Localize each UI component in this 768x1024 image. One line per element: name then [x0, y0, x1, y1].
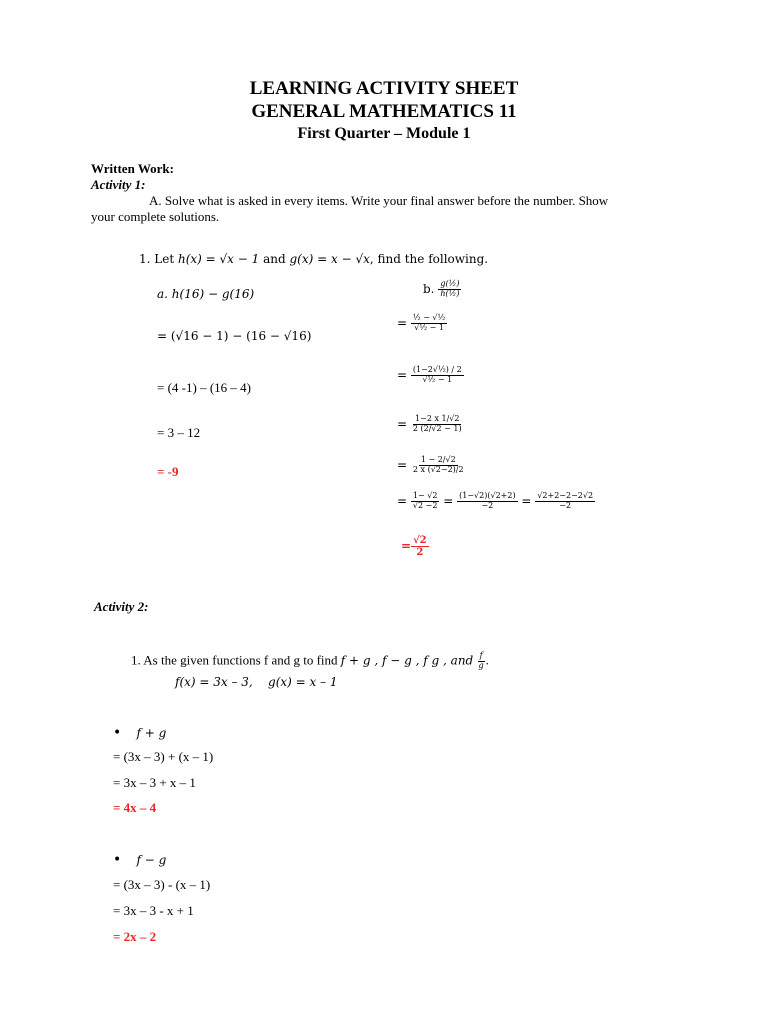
- bullet2-step1: = (3x – 3) - (x – 1): [113, 877, 211, 892]
- step5b-den: −2: [481, 500, 494, 510]
- frac-g: g: [478, 660, 484, 670]
- bullet1-title-row: [113, 725, 166, 741]
- part-b-step5c-frac: [535, 492, 595, 511]
- activity2-functions: [175, 675, 338, 689]
- part-a-expr: h(16) − g(16): [171, 287, 255, 301]
- activity2-problem-text: 1. As the given functions f and g to find: [131, 652, 338, 668]
- part-b-step1-frac: [411, 314, 447, 333]
- eq-sign: =: [401, 539, 412, 553]
- activity1-heading: Activity 1:: [91, 177, 146, 192]
- bullet2-step2: = 3x – 3 - x + 1: [113, 903, 194, 918]
- activity1-instruction-line1: A. Solve what is asked in every items. Write your final answer before the number. Show: [149, 193, 609, 208]
- part-b-step3-frac: [411, 415, 464, 434]
- activity2-operations: f + g , f − g , f g , and: [340, 653, 474, 668]
- activity2-heading: Activity 2:: [94, 599, 149, 614]
- step5c-den: −2: [559, 500, 572, 510]
- step5a-den: √2 −2: [412, 500, 438, 510]
- g-definition: g(x) = x − √x: [289, 252, 370, 266]
- part-a-step1: = (√16 − 1) − (16 − √16): [157, 329, 312, 343]
- part-b-step5: [397, 492, 595, 511]
- step3-den: 2 (2/√2 − 1): [412, 423, 462, 433]
- step1-den: √½ − 1: [414, 322, 444, 332]
- sheet-title: LEARNING ACTIVITY SHEET: [249, 78, 519, 99]
- bullet-dot-icon: •: [113, 852, 122, 868]
- eq-sign: =: [443, 493, 454, 508]
- eq-sign: =: [397, 457, 408, 472]
- step5b-num: (1−√2)(√2+2): [459, 491, 516, 500]
- step5c-num: √2+2−2−2√2: [537, 491, 594, 500]
- f-over-g-fraction: [476, 652, 485, 671]
- frac-f: f: [479, 651, 483, 660]
- bullet1-step2: = 3x – 3 + x – 1: [113, 775, 196, 790]
- part-b-den: h(½): [440, 288, 460, 298]
- step5a-num: 1− √2: [412, 491, 438, 500]
- part-b-step5a-frac: [411, 492, 440, 511]
- part-b-step4-frac: [411, 456, 466, 475]
- activity2-period: .: [485, 652, 489, 668]
- part-a-step3: = 3 – 12: [157, 425, 201, 440]
- problem1-tail: , find the following.: [369, 252, 489, 266]
- part-b-step2-frac: [411, 366, 464, 385]
- bullet1-answer: = 4x – 4: [113, 800, 157, 815]
- part-a-label: a.: [157, 287, 168, 301]
- problem1-number: 1. Let: [139, 252, 175, 266]
- answer-num: √2: [413, 535, 427, 546]
- eq-sign: =: [397, 367, 408, 382]
- step2-den: √½ − 1: [422, 374, 453, 384]
- f-function: f(x) = 3x – 3,: [175, 675, 253, 689]
- written-work-heading: Written Work:: [91, 161, 174, 176]
- activity1-instruction-line2: your complete solutions.: [91, 209, 220, 224]
- bullet2-title: f − g: [136, 853, 167, 867]
- part-a-expression: [157, 287, 254, 301]
- eq-sign: =: [397, 315, 408, 330]
- step1-num: ½ − √½: [412, 313, 446, 322]
- part-b-answer: [401, 535, 429, 558]
- part-b-step1: [397, 314, 447, 333]
- part-b-fraction: [438, 280, 461, 299]
- and-word: and: [263, 252, 286, 266]
- bullet-dot-icon: •: [113, 725, 122, 741]
- g-function: g(x) = x – 1: [268, 675, 338, 689]
- part-b-answer-frac: [411, 535, 429, 558]
- problem1-statement: [139, 252, 488, 266]
- part-b-step5b-frac: [457, 492, 517, 511]
- h-definition: h(x) = √x − 1: [177, 252, 260, 266]
- eq-sign: =: [521, 493, 532, 508]
- part-b-label: b.: [423, 281, 435, 296]
- step4-den: 2 x (√2−2)/2: [412, 464, 464, 474]
- activity2-problem: [131, 652, 489, 671]
- sheet-module: First Quarter – Module 1: [297, 125, 471, 142]
- step3-num: 1−2 x 1/√2: [415, 414, 460, 423]
- part-b-step3: [397, 415, 464, 434]
- step2-num: (1−2√½) / 2: [412, 365, 462, 374]
- bullet1-title: f + g: [136, 726, 167, 740]
- sheet-subject: GENERAL MATHEMATICS 11: [251, 101, 517, 122]
- part-b-expression: [423, 280, 461, 299]
- answer-den: 2: [416, 547, 424, 558]
- part-b-step2: [397, 366, 464, 385]
- part-a-step2: = (4 -1) – (16 – 4): [157, 380, 251, 395]
- eq-sign: =: [397, 493, 408, 508]
- bullet2-title-row: [113, 852, 166, 868]
- step4-num: 1 − 2/√2: [420, 455, 456, 464]
- part-b-step4: [397, 456, 466, 475]
- part-a-answer: = -9: [157, 464, 179, 479]
- part-b-num: g(½): [440, 279, 460, 288]
- eq-sign: =: [397, 416, 408, 431]
- bullet2-answer: = 2x – 2: [113, 929, 157, 944]
- bullet1-step1: = (3x – 3) + (x – 1): [113, 749, 214, 764]
